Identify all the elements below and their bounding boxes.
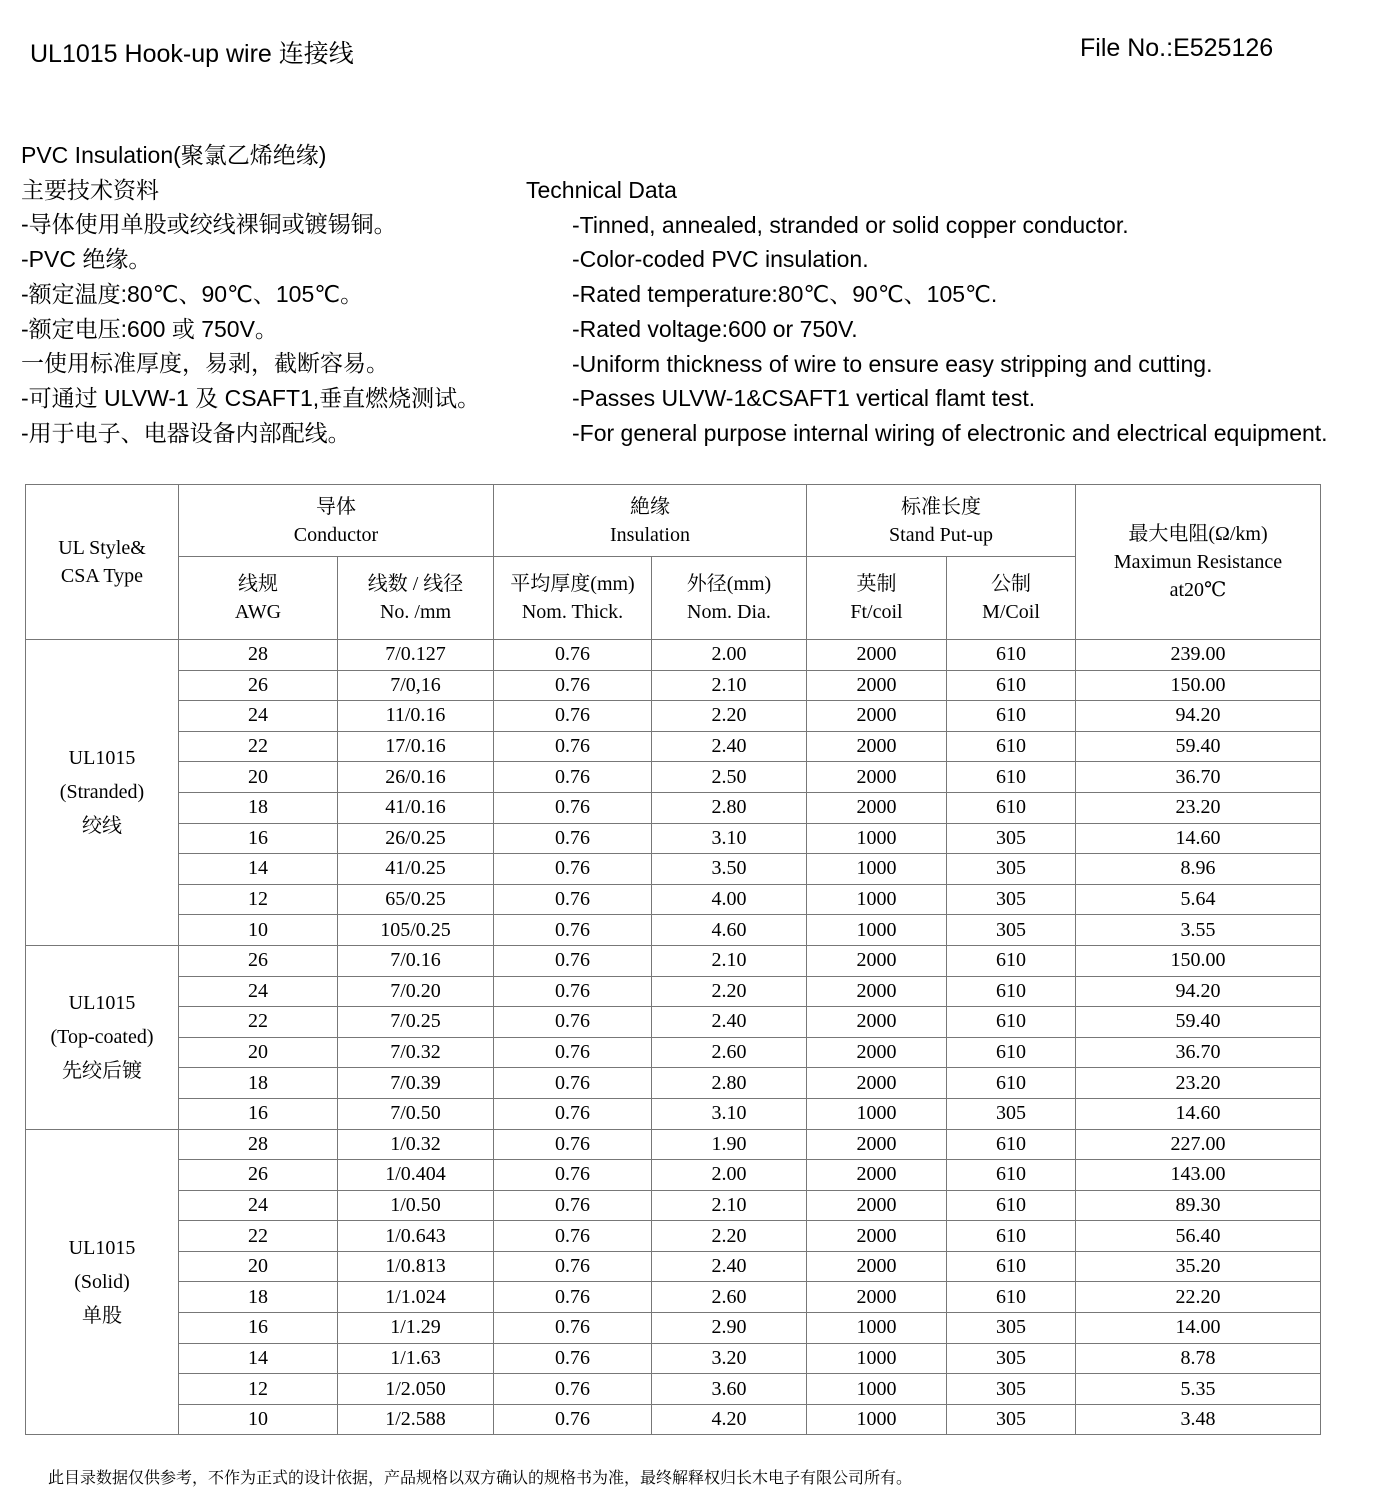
- table-cell: 0.76: [494, 731, 652, 762]
- table-row: [26, 854, 1321, 885]
- table-cell: 41/0.16: [338, 792, 494, 823]
- table-cell: 2000: [807, 670, 947, 701]
- header-strands: 线数 / 线径 No. /mm: [338, 557, 494, 640]
- table-cell: 56.40: [1076, 1221, 1321, 1252]
- table-cell: 1000: [807, 1098, 947, 1129]
- table-row: [26, 1374, 1321, 1405]
- table-cell: 305: [947, 915, 1076, 946]
- table-row: [26, 1404, 1321, 1435]
- table-cell: 2000: [807, 1190, 947, 1221]
- table-cell: 239.00: [1076, 640, 1321, 671]
- table-cell: 2.90: [652, 1313, 807, 1344]
- table-cell: 2000: [807, 1160, 947, 1191]
- header-insulation: 絶缘 Insulation: [494, 485, 807, 557]
- table-cell: 2000: [807, 701, 947, 732]
- table-cell: 0.76: [494, 1037, 652, 1068]
- table-cell: 23.20: [1076, 1068, 1321, 1099]
- table-cell: 7/0.25: [338, 1007, 494, 1038]
- table-cell: 0.76: [494, 1282, 652, 1313]
- table-row: [26, 1160, 1321, 1191]
- table-row: [26, 1068, 1321, 1099]
- table-cell: 2.10: [652, 670, 807, 701]
- table-cell: 1000: [807, 1374, 947, 1405]
- table-cell: 16: [179, 823, 338, 854]
- table-cell: 3.48: [1076, 1404, 1321, 1435]
- table-cell: 7/0.16: [338, 945, 494, 976]
- table-cell: 0.76: [494, 1098, 652, 1129]
- table-cell: 1000: [807, 1404, 947, 1435]
- table-cell: 8.96: [1076, 854, 1321, 885]
- table-cell: 1/1.63: [338, 1343, 494, 1374]
- table-cell: 2.10: [652, 945, 807, 976]
- footer-disclaimer: 此目录数据仅供参考，不作为正式的设计依据，产品规格以双方确认的规格书为准，最终解释权归长木电子有限公司所有。: [48, 1468, 913, 1487]
- table-cell: 610: [947, 1221, 1076, 1252]
- document-title: UL1015 Hook-up wire 连接线: [30, 40, 354, 68]
- table-cell: 3.10: [652, 1098, 807, 1129]
- table-cell: 610: [947, 640, 1076, 671]
- table-cell: 14.00: [1076, 1313, 1321, 1344]
- table-cell: 24: [179, 1190, 338, 1221]
- table-cell: 3.50: [652, 854, 807, 885]
- table-cell: 305: [947, 823, 1076, 854]
- table-cell: 41/0.25: [338, 854, 494, 885]
- table-row: [26, 1007, 1321, 1038]
- spec-list-chinese: [21, 138, 480, 450]
- spec-list-english: [526, 173, 1328, 451]
- table-cell: 150.00: [1076, 945, 1321, 976]
- table-row: [26, 1313, 1321, 1344]
- spec-heading: Technical Data: [526, 177, 677, 203]
- table-cell: 4.60: [652, 915, 807, 946]
- table-cell: 610: [947, 1190, 1076, 1221]
- table-row: [26, 915, 1321, 946]
- table-cell: 0.76: [494, 701, 652, 732]
- table-cell: 1/1.29: [338, 1313, 494, 1344]
- table-cell: 0.76: [494, 854, 652, 885]
- table-cell: 14: [179, 854, 338, 885]
- table-cell: 0.76: [494, 762, 652, 793]
- table-cell: 26/0.16: [338, 762, 494, 793]
- header-conductor: 导体 Conductor: [179, 485, 494, 557]
- table-cell: 1000: [807, 823, 947, 854]
- table-cell: 2.40: [652, 1007, 807, 1038]
- table-cell: 0.76: [494, 1190, 652, 1221]
- table-cell: 3.55: [1076, 915, 1321, 946]
- table-cell: 610: [947, 1068, 1076, 1099]
- table-cell: 20: [179, 1251, 338, 1282]
- table-cell: 610: [947, 670, 1076, 701]
- table-cell: 2.60: [652, 1037, 807, 1068]
- table-cell: 0.76: [494, 915, 652, 946]
- header-diameter: 外径(mm) Nom. Dia.: [652, 557, 807, 640]
- table-cell: 0.76: [494, 1404, 652, 1435]
- table-row: [26, 762, 1321, 793]
- table-cell: 2.20: [652, 976, 807, 1007]
- file-number: File No.:E525126: [1080, 34, 1274, 62]
- table-cell: 8.78: [1076, 1343, 1321, 1374]
- table-cell: 17/0.16: [338, 731, 494, 762]
- table-cell: 1/0.32: [338, 1129, 494, 1160]
- table-cell: 0.76: [494, 823, 652, 854]
- table-row: [26, 731, 1321, 762]
- table-cell: 1/0.813: [338, 1251, 494, 1282]
- table-cell: 0.76: [494, 792, 652, 823]
- table-cell: 0.76: [494, 1221, 652, 1252]
- table-cell: 28: [179, 1129, 338, 1160]
- spec-line: -Passes ULVW-1&CSAFT1 vertical flamt test.: [572, 385, 1036, 412]
- table-row: [26, 670, 1321, 701]
- header-putup: 标准长度 Stand Put-up: [807, 485, 1076, 557]
- table-cell: 1/0.643: [338, 1221, 494, 1252]
- table-row: [26, 1221, 1321, 1252]
- table-cell: 94.20: [1076, 976, 1321, 1007]
- table-cell: 4.20: [652, 1404, 807, 1435]
- table-cell: 20: [179, 762, 338, 793]
- table-cell: 5.35: [1076, 1374, 1321, 1405]
- table-cell: 1000: [807, 854, 947, 885]
- table-cell: 0.76: [494, 976, 652, 1007]
- header-ft-coil: 英制 Ft/coil: [807, 557, 947, 640]
- table-cell: 0.76: [494, 1343, 652, 1374]
- table-cell: 610: [947, 1007, 1076, 1038]
- table-cell: 2000: [807, 731, 947, 762]
- table-row: [26, 1282, 1321, 1313]
- table-cell: 610: [947, 976, 1076, 1007]
- table-cell: 305: [947, 1374, 1076, 1405]
- table-cell: 36.70: [1076, 762, 1321, 793]
- table-cell: 0.76: [494, 1313, 652, 1344]
- table-body: [26, 640, 1321, 1435]
- table-cell: 22.20: [1076, 1282, 1321, 1313]
- spec-line: -PVC 绝缘。: [21, 246, 152, 273]
- spec-line: -额定温度:80℃、90℃、105℃。: [21, 280, 364, 307]
- table-cell: 2.50: [652, 762, 807, 793]
- table-cell: 65/0.25: [338, 884, 494, 915]
- spec-line: -Tinned, annealed, stranded or solid copper conductor.: [572, 211, 1129, 238]
- table-cell: 2000: [807, 1282, 947, 1313]
- table-row: [26, 701, 1321, 732]
- table-cell: 3.20: [652, 1343, 807, 1374]
- table-cell: 610: [947, 762, 1076, 793]
- table-cell: 2000: [807, 1251, 947, 1282]
- table-cell: 4.00: [652, 884, 807, 915]
- table-cell: 0.76: [494, 1160, 652, 1191]
- table-cell: 2.10: [652, 1190, 807, 1221]
- table-cell: 610: [947, 792, 1076, 823]
- table-cell: 14: [179, 1343, 338, 1374]
- table-cell: 2.00: [652, 1160, 807, 1191]
- table-cell: 2000: [807, 792, 947, 823]
- table-cell: 305: [947, 1098, 1076, 1129]
- header-m-coil: 公制 M/Coil: [947, 557, 1076, 640]
- table-cell: 2000: [807, 640, 947, 671]
- table-cell: 11/0.16: [338, 701, 494, 732]
- table-row: [26, 1098, 1321, 1129]
- spec-line: PVC Insulation(聚氯乙烯绝缘): [21, 142, 327, 168]
- spec-line: -Rated temperature:80℃、90℃、105℃.: [572, 281, 998, 308]
- table-cell: 1/0.404: [338, 1160, 494, 1191]
- table-cell: 2.20: [652, 1221, 807, 1252]
- table-cell: 18: [179, 1282, 338, 1313]
- header-awg: 线规 AWG: [179, 557, 338, 640]
- table-cell: 610: [947, 1160, 1076, 1191]
- table-cell: 0.76: [494, 1251, 652, 1282]
- table-cell: 0.76: [494, 1374, 652, 1405]
- table-cell: 143.00: [1076, 1160, 1321, 1191]
- table-cell: 105/0.25: [338, 915, 494, 946]
- table-cell: 94.20: [1076, 701, 1321, 732]
- table-cell: 227.00: [1076, 1129, 1321, 1160]
- table-cell: 2.40: [652, 1251, 807, 1282]
- table-cell: 2.80: [652, 1068, 807, 1099]
- header-style: UL Style& CSA Type: [26, 485, 179, 640]
- table-cell: 305: [947, 854, 1076, 885]
- table-row: [26, 976, 1321, 1007]
- table-cell: 14.60: [1076, 823, 1321, 854]
- table-cell: 22: [179, 731, 338, 762]
- spec-line: -导体使用单股或绞线裸铜或镀锡铜。: [21, 211, 397, 238]
- table-cell: 305: [947, 884, 1076, 915]
- table-cell: 150.00: [1076, 670, 1321, 701]
- table-cell: 0.76: [494, 1068, 652, 1099]
- table-cell: 2000: [807, 1007, 947, 1038]
- table-cell: 0.76: [494, 884, 652, 915]
- table-cell: 2.20: [652, 701, 807, 732]
- table-cell: 305: [947, 1313, 1076, 1344]
- table-cell: 1.90: [652, 1129, 807, 1160]
- table-cell: 2.60: [652, 1282, 807, 1313]
- table-cell: 2.40: [652, 731, 807, 762]
- table-cell: 610: [947, 1037, 1076, 1068]
- table-cell: 305: [947, 1343, 1076, 1374]
- table-cell: 0.76: [494, 1129, 652, 1160]
- group-label: UL1015 (Stranded) 绞线: [26, 640, 179, 946]
- table-cell: 16: [179, 1098, 338, 1129]
- table-row: [26, 1343, 1321, 1374]
- table-cell: 1000: [807, 884, 947, 915]
- table-cell: 3.10: [652, 823, 807, 854]
- table-cell: 7/0.39: [338, 1068, 494, 1099]
- table-cell: 2.80: [652, 792, 807, 823]
- table-row: [26, 945, 1321, 976]
- wire-spec-table: [25, 484, 1321, 1435]
- spec-line: -Rated voltage:600 or 750V.: [572, 315, 858, 342]
- group-label: UL1015 (Top-coated) 先绞后镀: [26, 945, 179, 1129]
- table-cell: 12: [179, 884, 338, 915]
- table-cell: 10: [179, 1404, 338, 1435]
- table-cell: 28: [179, 640, 338, 671]
- table-row: [26, 884, 1321, 915]
- table-cell: 2000: [807, 1068, 947, 1099]
- table-cell: 18: [179, 1068, 338, 1099]
- table-cell: 59.40: [1076, 731, 1321, 762]
- spec-line: -Color-coded PVC insulation.: [572, 246, 869, 273]
- table-cell: 0.76: [494, 945, 652, 976]
- table-row: [26, 1037, 1321, 1068]
- table-cell: 10: [179, 915, 338, 946]
- table-cell: 24: [179, 976, 338, 1007]
- table-row: [26, 1251, 1321, 1282]
- group-label: UL1015 (Solid) 单股: [26, 1129, 179, 1435]
- table-cell: 1/2.050: [338, 1374, 494, 1405]
- table-row: [26, 823, 1321, 854]
- spec-line: 一使用标准厚度，易剥，截断容易。: [21, 350, 389, 377]
- table-row: [26, 640, 1321, 671]
- table-cell: 0.76: [494, 1007, 652, 1038]
- table-cell: 1/0.50: [338, 1190, 494, 1221]
- table-cell: 7/0.20: [338, 976, 494, 1007]
- table-cell: 2000: [807, 1037, 947, 1068]
- table-cell: 16: [179, 1313, 338, 1344]
- table-cell: 305: [947, 1404, 1076, 1435]
- spec-line: -可通过 ULVW-1 及 CSAFT1,垂直燃烧测试。: [21, 384, 481, 411]
- table-cell: 2000: [807, 945, 947, 976]
- header-thickness: 平均厚度(mm) Nom. Thick.: [494, 557, 652, 640]
- table-cell: 14.60: [1076, 1098, 1321, 1129]
- spec-line: -额定电压:600 或 750V。: [21, 315, 278, 342]
- table-row: [26, 1190, 1321, 1221]
- table-cell: 610: [947, 1282, 1076, 1313]
- table-cell: 610: [947, 1129, 1076, 1160]
- table-cell: 59.40: [1076, 1007, 1321, 1038]
- table-cell: 35.20: [1076, 1251, 1321, 1282]
- table-cell: 0.76: [494, 670, 652, 701]
- table-cell: 2000: [807, 976, 947, 1007]
- header-resistance: 最大电阻(Ω/km) Maximun Resistance at20℃: [1076, 485, 1321, 640]
- table-cell: 24: [179, 701, 338, 732]
- spec-line: -For general purpose internal wiring of electronic and electrical equipment.: [572, 419, 1328, 446]
- table-cell: 23.20: [1076, 792, 1321, 823]
- table-cell: 7/0.32: [338, 1037, 494, 1068]
- table-cell: 89.30: [1076, 1190, 1321, 1221]
- table-cell: 610: [947, 945, 1076, 976]
- table-cell: 1/1.024: [338, 1282, 494, 1313]
- table-cell: 26: [179, 1160, 338, 1191]
- table-cell: 610: [947, 701, 1076, 732]
- table-cell: 7/0,16: [338, 670, 494, 701]
- table-cell: 36.70: [1076, 1037, 1321, 1068]
- table-cell: 26: [179, 670, 338, 701]
- table-cell: 22: [179, 1007, 338, 1038]
- table-cell: 3.60: [652, 1374, 807, 1405]
- table-cell: 5.64: [1076, 884, 1321, 915]
- table-cell: 1000: [807, 915, 947, 946]
- table-cell: 12: [179, 1374, 338, 1405]
- spec-line: -Uniform thickness of wire to ensure easy stripping and cutting.: [572, 350, 1213, 377]
- table-cell: 26: [179, 945, 338, 976]
- table-cell: 2000: [807, 762, 947, 793]
- table-cell: 610: [947, 731, 1076, 762]
- table-cell: 610: [947, 1251, 1076, 1282]
- table-cell: 2.00: [652, 640, 807, 671]
- spec-line: -用于电子、电器设备内部配线。: [21, 419, 351, 446]
- table-cell: 7/0.50: [338, 1098, 494, 1129]
- spec-line: 主要技术资料: [21, 176, 159, 203]
- table-cell: 22: [179, 1221, 338, 1252]
- table-cell: 1/2.588: [338, 1404, 494, 1435]
- table-cell: 2000: [807, 1129, 947, 1160]
- table-cell: 26/0.25: [338, 823, 494, 854]
- table-cell: 1000: [807, 1343, 947, 1374]
- table-cell: 0.76: [494, 640, 652, 671]
- table-cell: 18: [179, 792, 338, 823]
- table-cell: 1000: [807, 1313, 947, 1344]
- table-row: [26, 1129, 1321, 1160]
- table-row: [26, 792, 1321, 823]
- table-cell: 20: [179, 1037, 338, 1068]
- table-cell: 2000: [807, 1221, 947, 1252]
- table-cell: 7/0.127: [338, 640, 494, 671]
